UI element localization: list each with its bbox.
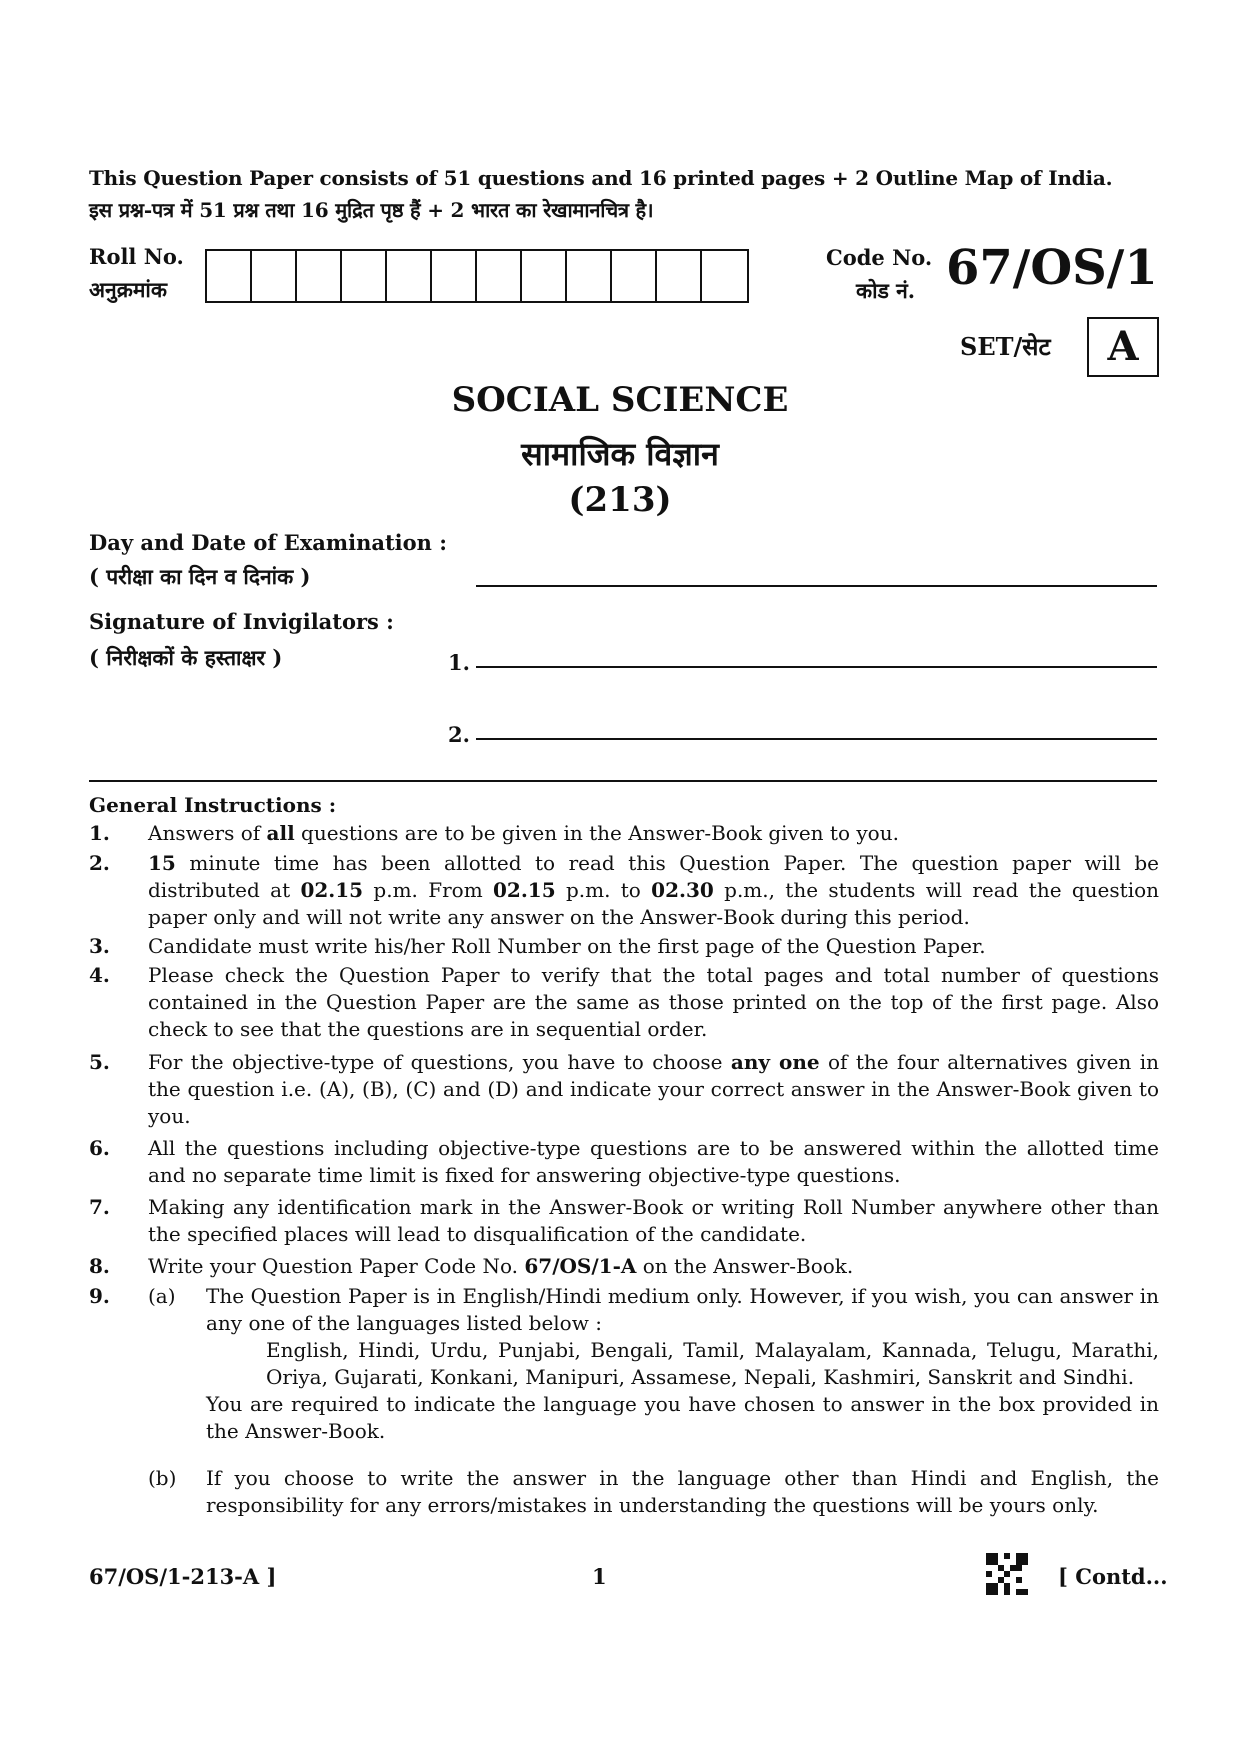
contd-label: [ Contd...	[1058, 1564, 1168, 1589]
instruction-text: Answers of all questions are to be given in the Answer-Book given to you.	[148, 821, 899, 845]
code-label-en: Code No.	[826, 245, 933, 270]
roll-box[interactable]	[567, 251, 612, 301]
instruction-8	[89, 1253, 1159, 1280]
instruction-number: 4.	[89, 963, 110, 987]
instruction-number: 5.	[89, 1050, 110, 1074]
instruction-1	[89, 820, 1159, 847]
sub-label-a: (a)	[148, 1284, 176, 1308]
instruction-3	[89, 933, 1159, 960]
qr-code-icon	[986, 1553, 1028, 1599]
exam-date-line[interactable]	[476, 585, 1157, 587]
roll-box[interactable]	[297, 251, 342, 301]
roll-box[interactable]	[702, 251, 747, 301]
subject-title-hi: सामाजिक विज्ञान	[521, 435, 719, 473]
instruction-5	[89, 1049, 1159, 1130]
instruction-text: Please check the Question Paper to verify that the total pages and total number of questions contained in the Question Paper are the same as those printed on the top of the first page. Also check to see that the questions are in sequential order.	[148, 963, 1159, 1041]
roll-box[interactable]	[432, 251, 477, 301]
language-list: English, Hindi, Urdu, Punjabi, Bengali, Tamil, Malayalam, Kannada, Telugu, Marathi, Oriya, Gujarati, Konkani, Manipuri, Assamese, Nepali, Kashmiri, Sanskrit and Sindhi.	[266, 1338, 1159, 1389]
paper-info-en: This Question Paper consists of 51 questions and 16 printed pages + 2 Outline Map of India.	[89, 166, 1113, 190]
instruction-number: 1.	[89, 821, 110, 845]
instruction-9b-text: If you choose to write the answer in the language other than Hindi and English, the responsibility for any errors/mistakes in understanding the questions will be yours only.	[206, 1466, 1159, 1517]
roll-label-en: Roll No.	[89, 244, 184, 269]
instruction-text: 15 minute time has been allotted to read this Question Paper. The question paper will be distributed at 02.15 p.m. From 02.15 p.m. to 02.30 p.m., the students will read the question paper only and will not write any answer on the Answer-Book during this period.	[148, 851, 1160, 929]
sub-label-b: (b)	[148, 1466, 177, 1490]
instruction-2	[89, 850, 1159, 931]
set-box: A	[1087, 317, 1159, 377]
footer-code: 67/OS/1-213-A ]	[89, 1564, 277, 1589]
instruction-7	[89, 1194, 1159, 1248]
instruction-9b	[89, 1465, 1159, 1519]
sig2-line[interactable]	[476, 738, 1157, 740]
page-number: 1	[592, 1564, 607, 1589]
instruction-6	[89, 1135, 1159, 1189]
roll-label-hi: अनुक्रमांक	[89, 277, 167, 302]
roll-box[interactable]	[612, 251, 657, 301]
instruction-number: 2.	[89, 851, 110, 875]
code-label-hi: कोड नं.	[856, 278, 916, 303]
instructions-title: General Instructions :	[89, 793, 337, 817]
instruction-4	[89, 962, 1159, 1043]
roll-box[interactable]	[657, 251, 702, 301]
invigilator-sig-label-hi: ( निरीक्षकों के हस्ताक्षर )	[89, 645, 283, 670]
subject-code: (213)	[568, 480, 672, 520]
instruction-9a-text: The Question Paper is in English/Hindi medium only. However, if you wish, you can answer in any one of the languages listed below :	[206, 1284, 1159, 1335]
instruction-number: 6.	[89, 1136, 110, 1160]
instruction-text: Write your Question Paper Code No. 67/OS/1-A on the Answer-Book.	[148, 1254, 854, 1278]
sig1-label: 1.	[448, 650, 470, 675]
instruction-number: 9.	[89, 1284, 110, 1308]
instruction-number: 8.	[89, 1254, 110, 1278]
section-divider	[89, 780, 1157, 782]
sig2-label: 2.	[448, 722, 470, 747]
roll-box[interactable]	[522, 251, 567, 301]
instruction-9a-text2: You are required to indicate the language you have chosen to answer in the box provided in the Answer-Book.	[206, 1392, 1159, 1443]
set-label: SET/सेट	[960, 332, 1051, 361]
instruction-text: Candidate must write his/her Roll Number on the first page of the Question Paper.	[148, 934, 986, 958]
subject-title-en: SOCIAL SCIENCE	[451, 380, 789, 420]
instruction-text: All the questions including objective-type questions are to be answered within the allotted time and no separate time limit is fixed for answering objective-type questions.	[148, 1136, 1159, 1187]
roll-box[interactable]	[252, 251, 297, 301]
instruction-text: Making any identification mark in the Answer-Book or writing Roll Number anywhere other than the specified places will lead to disqualification of the candidate.	[148, 1195, 1159, 1246]
roll-box[interactable]	[207, 251, 252, 301]
paper-code: 67/OS/1	[946, 240, 1158, 296]
roll-number-boxes[interactable]	[205, 249, 749, 303]
roll-box[interactable]	[477, 251, 522, 301]
exam-date-label-hi: ( परीक्षा का दिन व दिनांक )	[89, 564, 311, 589]
instruction-number: 3.	[89, 934, 110, 958]
exam-date-label-en: Day and Date of Examination :	[89, 530, 447, 555]
sig1-line[interactable]	[476, 666, 1157, 668]
instruction-text: For the objective-type of questions, you have to choose any one of the four alternatives given in the question i.e. (A), (B), (C) and (D) and indicate your correct answer in the Answer-Book given to you.	[148, 1050, 1159, 1128]
instruction-number: 7.	[89, 1195, 110, 1219]
roll-box[interactable]	[387, 251, 432, 301]
instruction-9	[89, 1283, 1159, 1445]
paper-info-hi: इस प्रश्न-पत्र में 51 प्रश्न तथा 16 मुद्रित पृष्ठ हैं + 2 भारत का रेखामानचित्र है।	[89, 198, 654, 222]
invigilator-sig-label-en: Signature of Invigilators :	[89, 609, 394, 634]
roll-box[interactable]	[342, 251, 387, 301]
